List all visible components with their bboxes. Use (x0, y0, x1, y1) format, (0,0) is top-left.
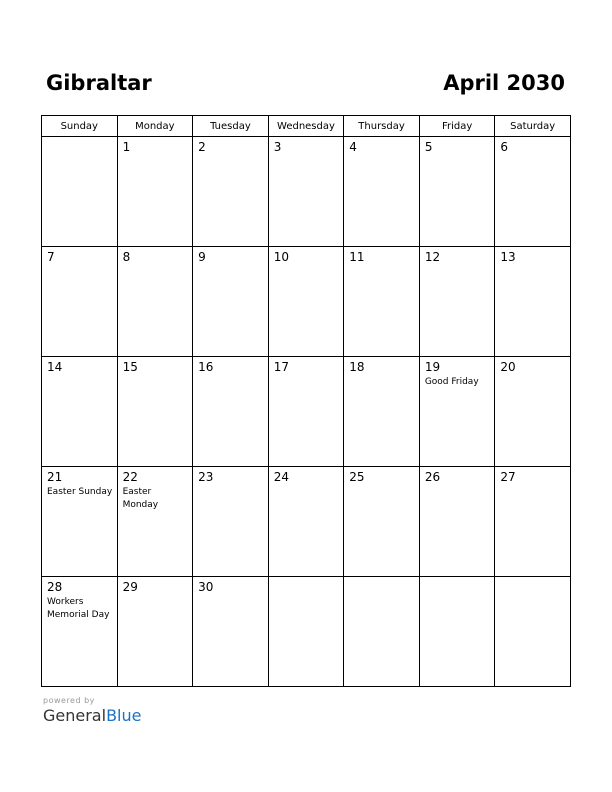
generalblue-logo[interactable] (43, 706, 141, 725)
day-number: 12 (424, 250, 441, 264)
day-number: 15 (122, 360, 138, 374)
holiday-label: Good Friday (424, 377, 479, 387)
day-cell (495, 577, 571, 687)
day-cell (193, 467, 269, 577)
day-number: 1 (122, 140, 131, 154)
day-cell (419, 467, 495, 577)
day-cell (344, 137, 420, 247)
day-number (420, 577, 495, 581)
day-number: 10 (273, 250, 289, 264)
day-cell (193, 357, 269, 467)
day-number: 19 (424, 360, 441, 374)
calendar-month-title: April 2030 (443, 71, 565, 95)
day-number: 8 (122, 250, 131, 264)
day-number: 29 (122, 580, 138, 594)
day-number (495, 577, 570, 581)
day-number: 11 (349, 250, 365, 264)
day-number: 3 (273, 140, 282, 154)
day-cell (193, 247, 269, 357)
day-cell (495, 137, 571, 247)
day-number (269, 577, 344, 581)
day-cell (117, 467, 193, 577)
day-number: 4 (349, 140, 357, 154)
day-cell (42, 137, 118, 247)
day-cell (419, 137, 495, 247)
day-cell (42, 357, 118, 467)
weekday-header: Tuesday (193, 116, 269, 137)
powered-by-text: powered by (43, 696, 95, 705)
day-number: 2 (198, 140, 206, 154)
week-row (42, 577, 571, 687)
day-cell (268, 577, 344, 687)
weekday-header: Sunday (42, 116, 118, 137)
day-cell (193, 577, 269, 687)
calendar-grid (41, 115, 571, 687)
brand-blue: Blue (106, 706, 142, 725)
day-number: 25 (349, 470, 365, 484)
day-number: 6 (500, 140, 509, 154)
day-cell (117, 357, 193, 467)
holiday-label: Easter Monday (122, 487, 159, 510)
day-number: 22 (122, 470, 138, 484)
day-cell (117, 137, 193, 247)
holiday-label: Workers Memorial Day (47, 597, 110, 620)
day-number: 20 (500, 360, 516, 374)
day-number: 13 (500, 250, 516, 264)
day-cell (344, 467, 420, 577)
week-row (42, 467, 571, 577)
day-number (42, 137, 117, 141)
day-number: 21 (47, 470, 63, 484)
day-cell (344, 577, 420, 687)
weekday-header: Monday (117, 116, 193, 137)
day-number: 30 (198, 580, 214, 594)
day-cell (193, 137, 269, 247)
day-cell (419, 247, 495, 357)
weekday-header-row (42, 116, 571, 137)
day-cell (268, 357, 344, 467)
calendar-country-title: Gibraltar (46, 71, 152, 95)
day-cell (344, 247, 420, 357)
day-number: 5 (424, 140, 433, 154)
day-number: 24 (273, 470, 289, 484)
day-cell (42, 247, 118, 357)
day-number: 26 (424, 470, 441, 484)
week-row (42, 137, 571, 247)
weekday-header: Wednesday (268, 116, 344, 137)
day-cell (268, 137, 344, 247)
day-cell (268, 467, 344, 577)
day-number: 7 (47, 250, 55, 264)
day-cell (42, 577, 118, 687)
weekday-header: Thursday (344, 116, 420, 137)
brand-general: General (43, 706, 107, 725)
day-cell (42, 467, 118, 577)
day-number: 17 (273, 360, 289, 374)
day-number: 14 (47, 360, 63, 374)
week-row (42, 247, 571, 357)
day-cell (495, 357, 571, 467)
day-cell (419, 357, 495, 467)
day-number (344, 577, 419, 581)
holiday-label: Easter Sunday (47, 487, 113, 497)
day-cell (117, 577, 193, 687)
weekday-header: Saturday (495, 116, 571, 137)
footer-branding (43, 696, 141, 725)
day-cell (344, 357, 420, 467)
day-number: 9 (198, 250, 206, 264)
day-cell (117, 247, 193, 357)
day-number: 27 (500, 470, 516, 484)
day-cell (419, 577, 495, 687)
day-cell (268, 247, 344, 357)
day-number: 18 (349, 360, 365, 374)
week-row (42, 357, 571, 467)
day-cell (495, 467, 571, 577)
day-number: 16 (198, 360, 214, 374)
day-number: 23 (198, 470, 214, 484)
day-cell (495, 247, 571, 357)
day-number: 28 (47, 580, 63, 594)
weekday-header: Friday (419, 116, 495, 137)
